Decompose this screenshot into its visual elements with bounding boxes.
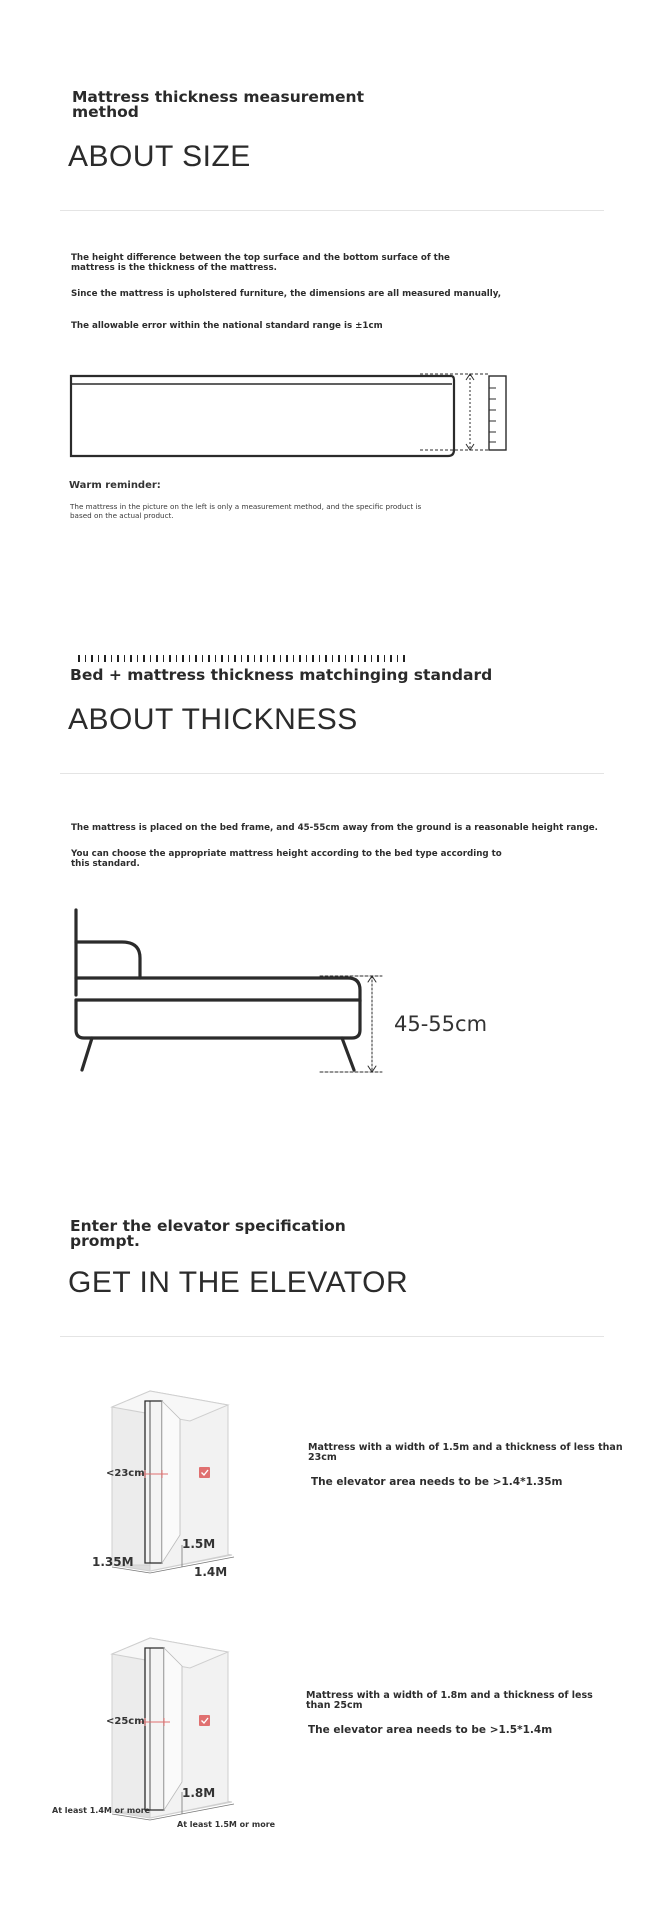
front-label-1: 1.4M (194, 1565, 228, 1579)
thickness-para-2: You can choose the appropriate mattress height according to the bed type according to this standard. (71, 849, 502, 869)
elevator-subtitle: Enter the elevator specification prompt. (70, 1217, 346, 1250)
height-label: 45-55cm (394, 1012, 488, 1036)
pillow (76, 942, 140, 978)
thickness-label-1: <23cm (106, 1468, 145, 1479)
thickness-para-1: The mattress is placed on the bed frame, and 45-55cm away from the ground is a reasonable height range. (71, 823, 598, 833)
thickness-title: ABOUT THICKNESS (68, 703, 358, 736)
ruler (489, 376, 506, 450)
section-divider (60, 1336, 604, 1337)
mattress-slab (145, 1401, 162, 1563)
elevator-text-1: Mattress with a width of 1.5m and a thickness of less than 23cm (308, 1442, 623, 1463)
bed-base (76, 1000, 360, 1038)
bed-leg-left (82, 1038, 92, 1070)
reminder-text: The mattress in the picture on the left is only a measurement method, and the specific product is based on the actual product. (70, 502, 422, 520)
decorative-strip (78, 655, 405, 662)
thickness-subtitle: Bed + mattress thickness matchinging standard (70, 666, 493, 684)
thickness-label-2: <25cm (106, 1716, 145, 1727)
section-divider (60, 210, 604, 211)
section-divider (60, 773, 604, 774)
size-title: ABOUT SIZE (68, 140, 251, 173)
width-label-2: 1.8M (182, 1786, 216, 1800)
mattress-measurement-diagram (0, 370, 661, 460)
size-subtitle: Mattress thickness measurement method (72, 88, 365, 121)
bed-height-diagram (0, 900, 661, 1080)
bed-leg-right (342, 1038, 354, 1070)
elevator-requirement-2: The elevator area needs to be >1.5*1.4m (308, 1724, 553, 1736)
check-icon (199, 1715, 210, 1726)
size-para-3: The allowable error within the national standard range is ±1cm (71, 321, 383, 331)
elevator-text-2: Mattress with a width of 1.8m and a thickness of less than 25cm (306, 1690, 593, 1711)
elevator-title: GET IN THE ELEVATOR (68, 1266, 409, 1299)
size-para-1: The height difference between the top surface and the bottom surface of the mattress is the thickness of the mattress. (71, 253, 450, 273)
depth-label-1: 1.35M (92, 1555, 134, 1569)
mattress-outline (71, 376, 454, 456)
elevator-requirement-1: The elevator area needs to be >1.4*1.35m (311, 1476, 563, 1488)
mattress-slab (145, 1648, 164, 1810)
reminder-title: Warm reminder: (69, 480, 161, 491)
size-para-2: Since the mattress is upholstered furniture, the dimensions are all measured manually, (71, 289, 502, 299)
check-icon (199, 1467, 210, 1478)
mattress (76, 978, 360, 1000)
width-label-1: 1.5M (182, 1537, 216, 1551)
front-label-2: At least 1.5M or more (177, 1820, 276, 1829)
depth-label-2: At least 1.4M or more (52, 1806, 151, 1815)
